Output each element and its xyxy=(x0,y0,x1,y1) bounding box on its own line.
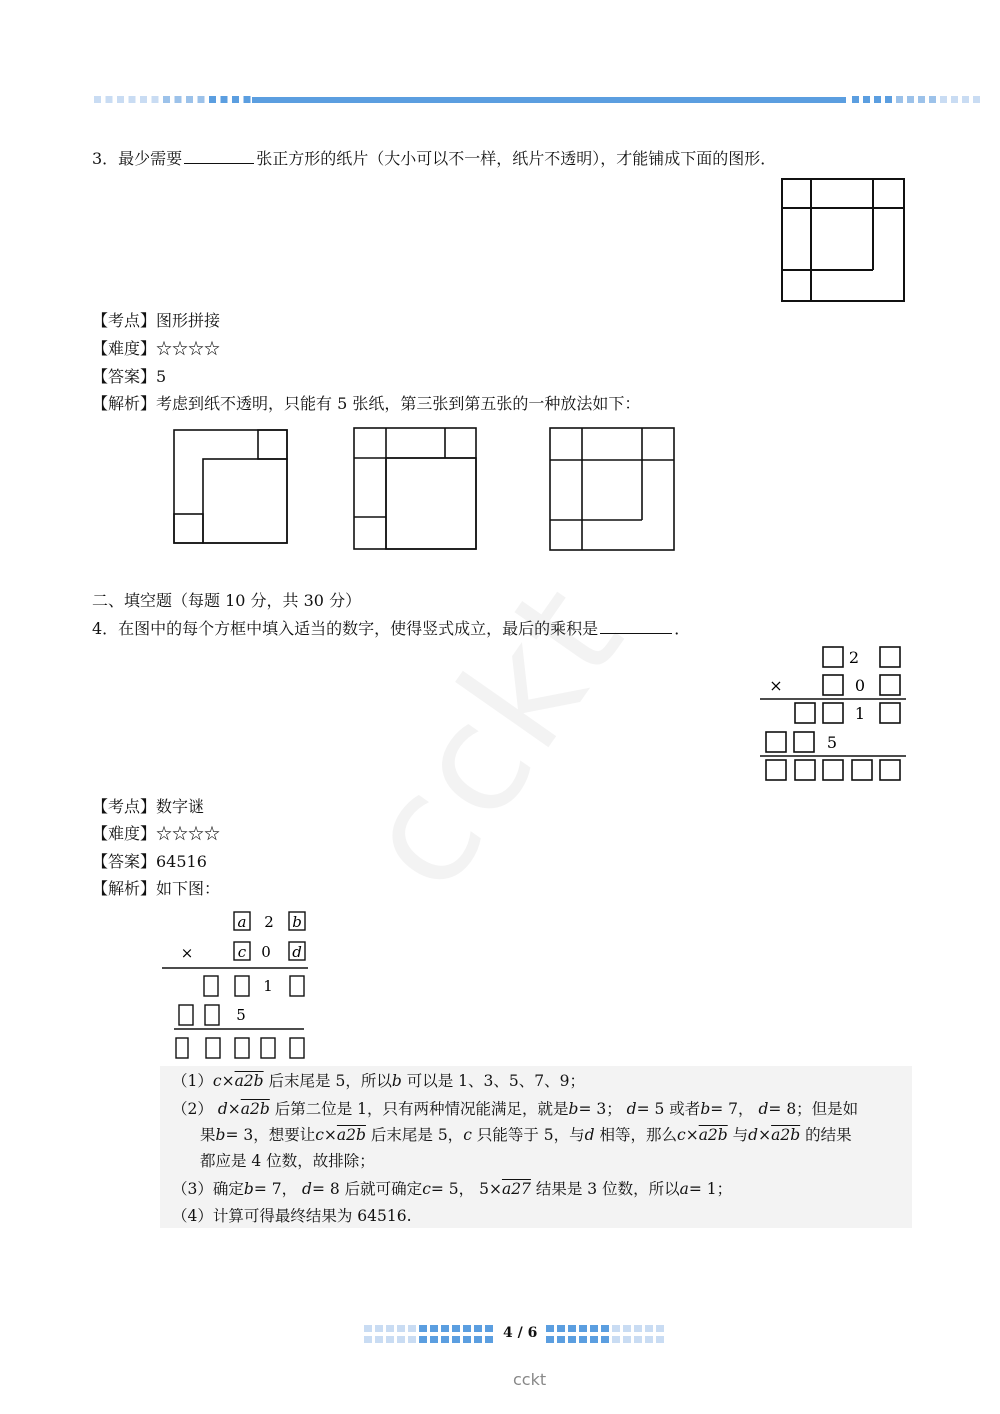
footer-brand: cckt xyxy=(513,1370,547,1389)
step-1: （1）c×a2b 后末尾是 5，所以b 可以是 1、3、5、7、9； xyxy=(172,1072,585,1090)
times-sign: × xyxy=(769,676,783,695)
label-1: 1 xyxy=(263,977,273,995)
label-c: c xyxy=(237,943,247,961)
label-b: b xyxy=(292,913,302,931)
q3-jiexi: 【解析】考虑到纸不透明，只能有 5 张纸，第三张到第五张的一种放法如下： xyxy=(92,394,641,413)
q4-jiexi: 【解析】如下图： xyxy=(92,879,221,898)
solution-steps xyxy=(160,1066,912,1228)
q3-figure xyxy=(780,177,906,303)
answer-blank xyxy=(184,149,254,164)
label-5: 5 xyxy=(236,1006,246,1024)
watermark xyxy=(328,553,658,920)
q4-nandu: 【难度】☆☆☆☆ xyxy=(92,824,221,843)
label-d: d xyxy=(292,943,302,961)
step-2-end: 都应是 4 位数，故排除； xyxy=(200,1152,375,1170)
q4-question: 4．在图中的每个方框中填入适当的数字，使得竖式成立，最后的乘积是 ． xyxy=(92,619,691,638)
q3-question: 3．最少需要 张正方形的纸片（大小可以不一样，纸片不透明），才能铺成下面的图形． xyxy=(92,149,777,168)
puzzle-digit-1: 1 xyxy=(854,704,866,723)
q4-labeled-puzzle xyxy=(160,908,312,1064)
step-4: （4）计算可得最终结果为 64516. xyxy=(172,1207,412,1225)
label-2: 2 xyxy=(264,913,274,931)
q3-nandu: 【难度】☆☆☆☆ xyxy=(92,339,221,358)
section-title: 二、填空题（每题 10 分，共 30 分） xyxy=(92,591,362,610)
q3-daan: 【答案】5 xyxy=(92,367,167,386)
header-bar xyxy=(0,94,1000,108)
q3-solution-figure-1 xyxy=(172,428,290,546)
label-times: × xyxy=(180,944,194,962)
q3-solution-figure-2 xyxy=(352,426,480,552)
label-0: 0 xyxy=(261,943,271,961)
step-3: （3）确定b= 7， d= 8 后就可确定c= 5， 5×a27 结果是 3 位数，所以a= 1； xyxy=(172,1180,733,1198)
q4-kaodian: 【考点】数字谜 xyxy=(92,797,205,816)
page-number: 4 / 6 xyxy=(503,1325,538,1341)
q4-daan: 【答案】64516 xyxy=(92,852,207,871)
puzzle-digit-2: 2 xyxy=(848,648,860,667)
step-2: （2） d×a2b 后第二位是 1，只有两种情况能满足，就是b= 3； d= 5 或者b= 7， d= 8；但是如 xyxy=(172,1100,859,1118)
puzzle-digit-0: 0 xyxy=(854,676,866,695)
q3-solution-figure-3 xyxy=(548,426,676,552)
step-2-cont: 果b= 3，想要让c×a2b 后末尾是 5，c 只能等于 5，与d 相等，那么c×a2b 与d×a2b 的结果 xyxy=(200,1126,852,1144)
q3-kaodian: 【考点】图形拼接 xyxy=(92,311,221,330)
label-a: a xyxy=(237,913,247,931)
answer-blank xyxy=(600,619,672,634)
q4-puzzle xyxy=(756,644,910,784)
puzzle-digit-5: 5 xyxy=(826,733,838,752)
